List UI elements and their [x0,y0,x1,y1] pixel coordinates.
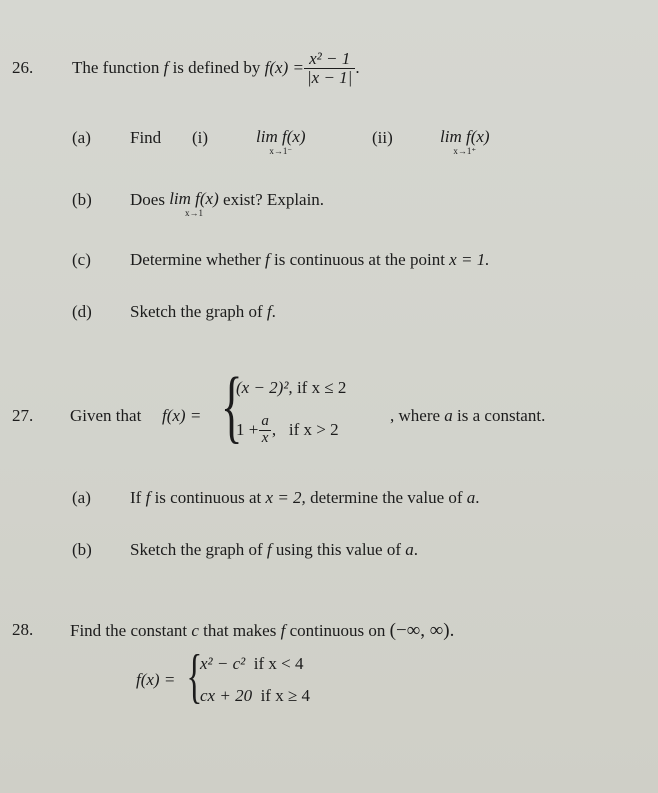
q26a-limit-left [256,128,306,156]
q26a-find: Find [130,128,162,147]
q26c-line [130,250,489,270]
q27-const: is a constant. [457,406,546,425]
q28-c: c [191,621,199,640]
q27-where: , where [390,406,441,425]
q26d-line [130,302,276,322]
q27a-det: determine the value of [310,488,463,507]
q27-case2-cond: if x > 2 [288,420,339,440]
q26b-line [130,190,324,218]
q27a-line [130,488,480,508]
q28-cont: continuous on [289,621,386,640]
q26a-lim1: lim f(x) [256,127,306,146]
q26d-label: (d) [72,302,92,321]
q26b-lim: lim f(x) [169,189,219,208]
q27-case1 [236,378,346,398]
q26d-end: . [271,302,276,321]
q27a-if: If [130,488,142,507]
q26-period: . [355,58,360,77]
q26b-rest: exist? Explain. [223,190,325,209]
q27b-label: (b) [72,540,92,559]
q26b-lim-sub: x→1 [184,208,203,218]
q26a-lim2-sub: x→1⁺ [453,146,477,156]
q27b-line [130,540,418,560]
q28-case1-cond: if x < 4 [253,654,304,673]
q26c-text: Determine whether [130,250,261,269]
q28-makes: that makes [203,621,277,640]
q26c-label: (c) [72,250,91,269]
q27-case2-one: 1 + [236,420,259,440]
q28-case2-expr: cx + 20 [200,686,253,705]
q26-fx: f(x) = [264,58,304,77]
q26c-eq: x = 1. [449,250,490,269]
q26-statement [72,46,360,90]
q28-line [70,620,454,642]
q26a-ii: (ii) [372,128,393,147]
q28-interval: (−∞, ∞). [389,620,455,641]
q27b-text: Sketch the graph of [130,540,263,559]
q27-case1-expr: (x − 2)², [236,378,293,397]
q27-case2-den: x [259,430,272,447]
q27-case2-num: a [261,413,269,429]
q27a-a: a [466,488,476,507]
q26-denominator: |x − 1| [304,68,355,87]
q26b-limit [169,190,219,218]
q26a-limit-right [440,128,490,156]
q26-f: f [163,58,169,77]
q26-text: The function [72,58,160,77]
q27-case2-frac [258,414,272,447]
q27-number: 27. [12,406,34,425]
q27-case1-cond: if x ≤ 2 [296,378,347,397]
q26d-f: f [266,302,272,321]
q28-brace: { [186,643,203,709]
q28-case1 [200,654,304,674]
q26a-i: (i) [192,128,209,147]
q27-case2 [236,414,339,447]
q27b-f: f [266,540,272,559]
q27b-end: . [413,540,419,559]
q26-fraction [304,50,355,87]
q27a-label: (a) [72,488,91,507]
q27b-a: a [405,540,414,559]
q26c-rest: is continuous at the point [273,250,445,269]
q28-case1-expr: x² − c² [200,654,246,673]
q26c-f: f [265,250,270,269]
q28-number: 28. [12,620,34,639]
q27a-end: . [475,488,480,507]
q27a-eq: x = 2, [265,488,306,507]
q27-case2-comma: , [271,420,277,440]
q28-f: f [280,621,286,640]
q27-text: Given that [70,406,142,425]
q26b-does: Does [130,190,165,209]
q27-brace: { [220,360,243,451]
q26a-lim1-sub: x→1⁻ [269,146,293,156]
q27a-rest: is continuous at [154,488,262,507]
q27-a: a [444,406,453,425]
q28-fx: f(x) = [136,670,176,689]
q26-numerator: x² − 1 [309,48,351,68]
q26a-label: (a) [72,128,91,147]
q28-text: Find the constant [70,621,188,640]
q27-fx: f(x) = [162,406,202,425]
q28-case2 [200,686,310,706]
q26a-lim2: lim f(x) [440,127,490,146]
q27-where-line [390,406,545,426]
q26d-text: Sketch the graph of [130,302,263,321]
q27b-rest: using this value of [275,540,402,559]
q28-case2-cond: if x ≥ 4 [260,686,311,705]
q26-number: 26. [12,58,34,77]
q26b-label: (b) [72,190,92,209]
q27a-f: f [145,488,151,507]
q26-defined: is defined by [172,58,261,77]
